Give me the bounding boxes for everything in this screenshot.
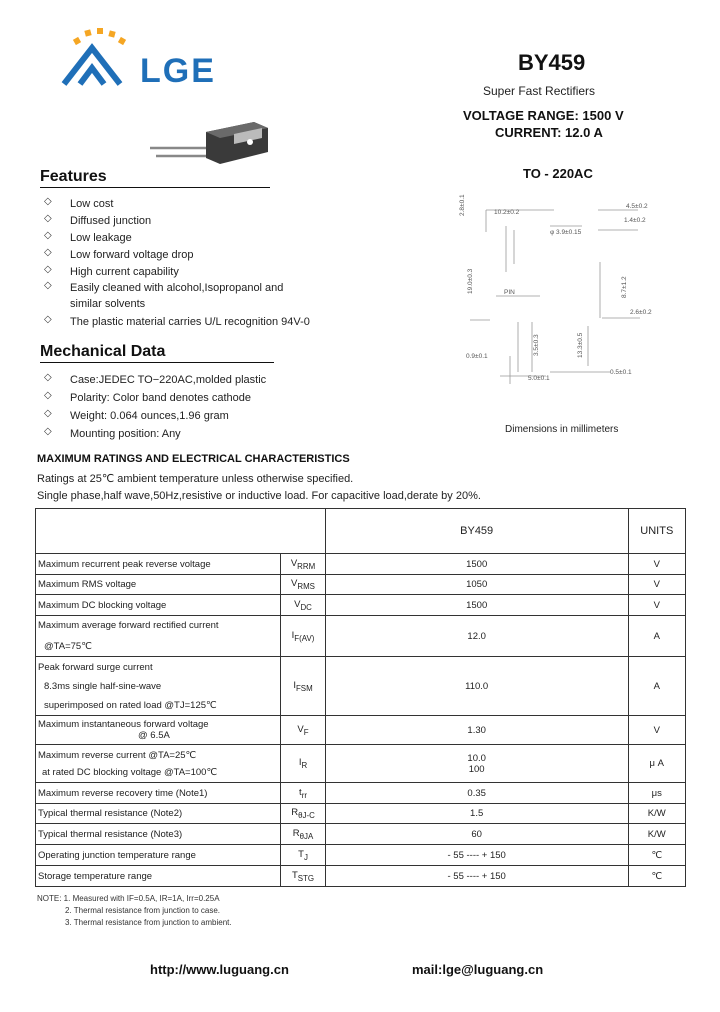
table-row: Maximum instantaneous forward voltage @ 6.5A $V_F$ 1.30 V — [36, 716, 686, 745]
features-heading: Features — [40, 168, 270, 188]
logo-text: LGE — [140, 52, 216, 90]
dim-label: 8.7±1.2 — [621, 276, 628, 298]
dim-label: 2.8±0.1 — [459, 194, 466, 216]
voltage-range: VOLTAGE RANGE: 1500 V — [463, 108, 624, 123]
list-item: ◇ Polarity: Color band denotes cathode — [44, 390, 252, 404]
diamond-bullet-icon: ◇ — [44, 230, 52, 241]
dim-label: 5.0±0.1 — [528, 375, 550, 382]
table-row: Maximum recurrent peak reverse voltage $V_{RRM}$ 1500 V — [36, 554, 686, 575]
dim-label: 0.5±0.1 — [610, 369, 632, 376]
logo — [58, 22, 138, 92]
table-row: Maximum reverse recovery time (Note1) $t_{rr}$ 0.35 μs — [36, 783, 686, 804]
list-item: ◇ Low forward voltage drop — [44, 247, 194, 261]
package-outline-drawing — [450, 186, 710, 422]
diamond-bullet-icon: ◇ — [44, 247, 52, 258]
package-name: TO - 220AC — [523, 166, 593, 181]
diamond-bullet-icon: ◇ — [44, 426, 52, 437]
list-item: ◇ Low cost — [44, 196, 114, 210]
drawing-caption: Dimensions in millimeters — [505, 424, 619, 435]
characteristics-table — [35, 508, 686, 887]
dim-label: 3.5±0.3 — [533, 334, 540, 356]
diamond-bullet-icon: ◇ — [44, 264, 52, 275]
table-row: Maximum DC blocking voltage $V_{DC}$ 1500 V — [36, 595, 686, 616]
table-row: Typical thermal resistance (Note3) $R_{\theta JA}$ 60 K/W — [36, 824, 686, 845]
diamond-bullet-icon: ◇ — [44, 196, 52, 207]
list-item: ◇ Easily cleaned with alcohol,Isopropanol and similar solvents — [44, 280, 284, 310]
list-item: ◇ Low leakage — [44, 230, 132, 244]
dim-label: 2.6±0.2 — [630, 309, 652, 316]
footnote: NOTE: 1. Measured with IF=0.5A, IR=1A, Irr=0.25A — [37, 894, 220, 903]
list-item: ◇ Mounting position: Any — [44, 426, 181, 440]
list-item: ◇ The plastic material carries U/L recognition 94V-0 — [44, 314, 310, 328]
dim-label: 19.0±0.3 — [467, 268, 474, 294]
dim-label: PIN — [504, 289, 515, 296]
footnote: 3. Thermal resistance from junction to ambient. — [65, 918, 232, 927]
diamond-bullet-icon: ◇ — [44, 213, 52, 224]
diamond-bullet-icon: ◇ — [44, 408, 52, 419]
dim-label: 0.9±0.1 — [466, 353, 488, 360]
part-number: BY459 — [518, 50, 586, 75]
table-row: Storage temperature range $T_{STG}$ - 55 ---- + 150 ℃ — [36, 866, 686, 887]
current-rating: CURRENT: 12.0 A — [495, 125, 603, 140]
logo-sunburst-icon — [58, 22, 138, 92]
dim-label: 10.2±0.2 — [494, 209, 520, 216]
diamond-bullet-icon: ◇ — [44, 390, 52, 401]
diamond-bullet-icon: ◇ — [44, 314, 52, 325]
table-row: Peak forward surge current 8.3ms single half-sine-wave superimposed on rated load @TJ=125℃ $I_{FSM}$ 110.0 A — [36, 657, 686, 716]
list-item: ◇ Weight: 0.064 ounces,1.96 gram — [44, 408, 229, 422]
email-link[interactable]: mail:lge@luguang.cn — [412, 962, 544, 977]
table-header-units: UNITS — [628, 509, 685, 554]
table-row: Operating junction temperature range $T_J$ - 55 ---- + 150 ℃ — [36, 845, 686, 866]
subtitle: Super Fast Rectifiers — [483, 84, 596, 98]
dimension-drawing — [450, 186, 710, 422]
diamond-bullet-icon: ◇ — [44, 372, 52, 383]
ratings-note: Ratings at 25℃ ambient temperature unless otherwise specified. — [37, 473, 354, 485]
list-item: ◇ Case:JEDEC TO−220AC,molded plastic — [44, 372, 267, 386]
website-link[interactable]: http://www.luguang.cn — [150, 962, 289, 977]
ratings-note: Single phase,half wave,50Hz,resistive or inductive load. For capacitive load,derate by 20%. — [37, 490, 481, 502]
table-header-row — [36, 509, 686, 554]
footnote: 2. Thermal resistance from junction to case. — [65, 906, 221, 915]
footnotes — [37, 893, 232, 929]
dim-label: φ 3.9±0.15 — [550, 229, 582, 236]
table-row: Maximum reverse current @TA=25℃ at rated DC blocking voltage @TA=100℃ $I_R$ 10.0 100 μ A — [36, 745, 686, 783]
table-row: Typical thermal resistance (Note2) $R_{\theta J-C}$ 1.5 K/W — [36, 804, 686, 824]
list-item: ◇ Diffused junction — [44, 213, 152, 227]
dim-label: 1.4±0.2 — [624, 217, 646, 224]
component-image — [150, 118, 275, 168]
table-header-cell — [36, 509, 326, 554]
table-row: Maximum average forward rectified current @TA=75℃ $I_{F(AV)}$ 12.0 A — [36, 616, 686, 657]
table-header-part: BY459 — [325, 509, 628, 554]
ratings-title: MAXIMUM RATINGS AND ELECTRICAL CHARACTERISTICS — [37, 453, 350, 465]
mechanical-heading: Mechanical Data — [40, 343, 274, 363]
list-item: ◇ High current capability — [44, 264, 179, 278]
table-row: Maximum RMS voltage $V_{RMS}$ 1050 V — [36, 575, 686, 595]
dim-label: 4.5±0.2 — [626, 203, 648, 210]
dim-label: 13.3±0.5 — [577, 332, 584, 358]
diamond-bullet-icon: ◇ — [44, 280, 52, 291]
